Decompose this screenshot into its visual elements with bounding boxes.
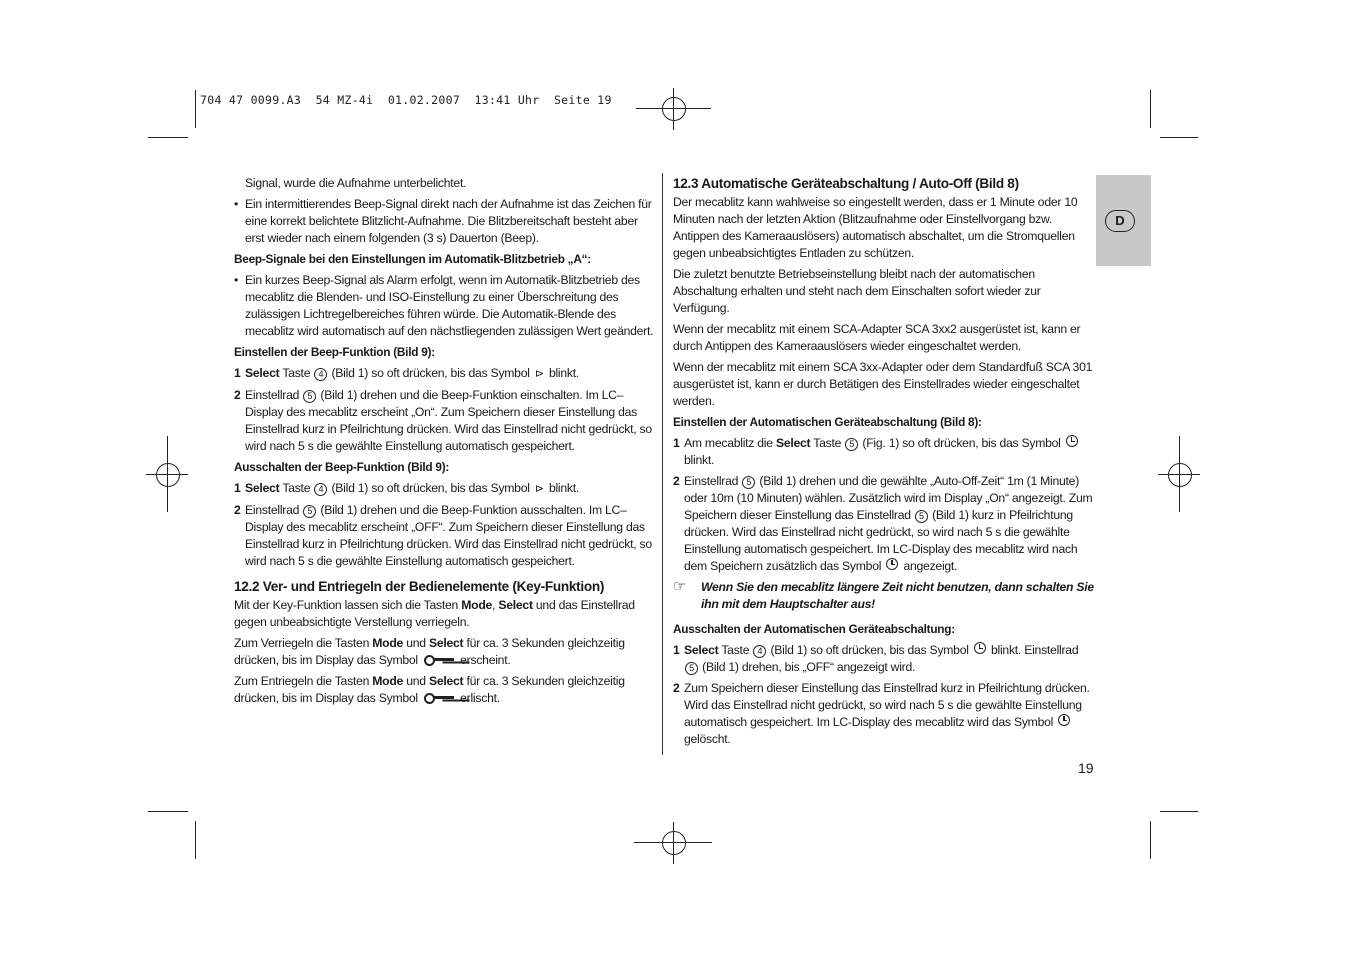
circled-number: 5 <box>303 505 316 518</box>
circled-number: 4 <box>314 483 327 496</box>
subheading-ausschalten: Ausschalten der Beep-Funktion (Bild 9): <box>234 460 450 474</box>
crop-mark <box>1160 137 1198 138</box>
subheading-einstellen: Einstellen der Automatischen Geräteabschaltung (Bild 8): <box>673 415 982 429</box>
step-1: 1 Select Taste 4 (Bild 1) so oft drücken, bis das Symbol ⊳ blinkt. <box>234 480 656 498</box>
section-heading-key: 12.2 Ver- und Entriegeln der Bedienelemente (Key-Funktion) <box>234 579 605 594</box>
crop-mark <box>195 90 196 128</box>
key-icon <box>424 692 454 703</box>
crop-mark <box>148 811 188 812</box>
paragraph: Der mecablitz kann wahlweise so eingestellt werden, dass er 1 Minute oder 10 Minuten nach der letzten Aktion (Blitzaufnahme oder Einstellvorgang bzw. Antippen des Kameraauslösers) automatisch abschaltet, um die Stromquellen gegen unbeabsichtigtes Entladen zu schützen. <box>673 195 1078 260</box>
paragraph: Wenn der mecablitz mit einem SCA-Adapter SCA 3xx2 ausgerüstet ist, kann er durch Antippen des Kameraauslösers wieder eingeschaltet werden. <box>673 322 1081 353</box>
key-icon <box>424 654 454 665</box>
language-tab <box>1096 175 1151 266</box>
crop-mark <box>148 137 188 138</box>
language-tab-label: D <box>1105 210 1135 232</box>
pointing-hand-icon: ☞ <box>673 578 687 595</box>
speaker-icon: ⊳ <box>534 368 544 380</box>
column-divider <box>662 173 663 755</box>
speaker-icon: ⊳ <box>534 483 544 495</box>
bullet-item: • Ein kurzes Beep-Signal als Alarm erfolgt, wenn im Automatik-Blitzbetrieb des mecablitz die Blenden- und ISO-Einstellung zu einer Überschreitung des zulässigen Lichtregelbereiches führen würde. Die Automatik-Blende des mecablitz wird automatisch auf den nächstliegenden zulässigen Wert geändert. <box>234 272 656 340</box>
paragraph: Zum Verriegeln die Tasten Mode und Select für ca. 3 Sekunden gleichzeitig drücken, bis im Display das Symbol erscheint. <box>234 636 625 667</box>
step-1: 1 Select Taste 4 (Bild 1) so oft drücken, bis das Symbol blinkt. Einstellrad 5 (Bild 1) drehen, bis „OFF“ angezeigt wird. <box>673 643 1079 674</box>
note: ☞ Wenn Sie den mecablitz längere Zeit nicht benutzen, dann schalten Sie ihn mit dem Hauptschalter aus! <box>673 578 1094 611</box>
step-1: 1 Select Taste 4 (Bild 1) so oft drücken, bis das Symbol ⊳ blinkt. <box>234 365 656 383</box>
bullet-item: • Ein intermittierendes Beep-Signal direkt nach der Aufnahme ist das Zeichen für eine korrekt belichtete Blitzlicht-Aufnahme. Die Blitzbereitschaft besteht aber erst wieder nach einem folgenden (3 s) Dauerton (Beep). <box>234 196 656 247</box>
paragraph: Wenn der mecablitz mit einem SCA 3xx-Adapter oder dem Standardfuß SCA 301 ausgerüstet ist, kann er durch Betätigen des Einstellrades wieder eingeschaltet werden. <box>673 360 1093 408</box>
circled-number: 4 <box>753 645 766 658</box>
paragraph: Die zuletzt benutzte Betriebseinstellung bleibt nach der automatischen Abschaltung erhalten und steht nach dem Einschalten sofort wieder zur Verfügung. <box>673 267 1041 315</box>
clock-icon <box>974 642 986 654</box>
print-slug: 704 47 0099.A3 54 MZ-4i 01.02.2007 13:41 Uhr Seite 19 <box>200 93 612 107</box>
crop-mark <box>1150 90 1151 128</box>
circled-number: 5 <box>742 476 755 489</box>
section-heading-auto-off: 12.3 Automatische Geräteabschaltung / Auto-Off (Bild 8) <box>673 176 1019 191</box>
step-1: 1 Am mecablitz die Select Taste 5 (Fig. 1) so oft drücken, bis das Symbol blinkt. <box>673 435 1095 469</box>
step-2: 2 Einstellrad 5 (Bild 1) drehen und die gewählte „Auto-Off-Zeit“ 1m (1 Minute) oder 10m (10 Minuten) wählen. Zusätzlich wird im Display „On“ angezeigt. Zum Speichern dieser Einstellung das Einstellrad 5 (Bild 1) kurz in Pfeilrichtung drücken. Wird das Einstellrad nicht gedrückt, so wird nach 5 s die gewählte Einstellung automatisch gespeichert. Im LC-Display des mecablitz wird nach dem Speichern zusätzlich das Symbol angezeigt. <box>673 474 1093 573</box>
clock-icon <box>1058 714 1070 726</box>
clock-icon <box>1066 435 1078 447</box>
crop-mark <box>1160 811 1198 812</box>
subheading-beep-auto: Beep-Signale bei den Einstellungen im Automatik-Blitzbetrieb „A“: <box>234 252 591 266</box>
circled-number: 5 <box>845 438 858 451</box>
crop-mark <box>1150 821 1151 859</box>
step-2: 2 Einstellrad 5 (Bild 1) drehen und die Beep-Funktion ausschalten. Im LC–Display des mecablitz erscheint „OFF“. Zum Speichern dieser Einstellung das Einstellrad kurz in Pfeilrichtung drücken. Wird das Einstellrad nicht gedrückt, so wird nach 5 s die gewählte Einstellung automatisch gespeichert. <box>234 503 652 568</box>
paragraph: Signal, wurde die Aufnahme unterbelichtet. <box>245 176 467 190</box>
left-column <box>234 175 656 711</box>
crop-mark <box>195 821 196 859</box>
circled-number: 4 <box>314 368 327 381</box>
right-column <box>673 175 1095 752</box>
circled-number: 5 <box>685 662 698 675</box>
subheading-einstellen: Einstellen der Beep-Funktion (Bild 9): <box>234 345 435 359</box>
paragraph: Zum Entriegeln die Tasten Mode und Select für ca. 3 Sekunden gleichzeitig drücken, bis im Display das Symbol erlischt. <box>234 674 625 705</box>
step-2: 2 Einstellrad 5 (Bild 1) drehen und die Beep-Funktion einschalten. Im LC–Display des mecablitz erscheint „On“. Zum Speichern dieser Einstellung das Einstellrad kurz in Pfeilrichtung drücken. Wird das Einstellrad nicht gedrückt, so wird nach 5 s die gewählte Einstellung automatisch gespeichert. <box>234 388 652 453</box>
step-2: 2 Zum Speichern dieser Einstellung das Einstellrad kurz in Pfeilrichtung drücken. Wird das Einstellrad nicht gedrückt, so wird nach 5 s die gewählte Einstellung automatisch gespeichert. Im LC-Display des mecablitz wird das Symbol gelöscht. <box>673 681 1090 746</box>
page-number: 19 <box>1078 760 1094 776</box>
subheading-ausschalten: Ausschalten der Automatischen Geräteabschaltung: <box>673 622 955 636</box>
clock-icon <box>886 558 898 570</box>
paragraph: Mit der Key-Funktion lassen sich die Tasten Mode, Select und das Einstellrad gegen unbeabsichtigte Verstellung verriegeln. <box>234 598 635 629</box>
circled-number: 5 <box>915 510 928 523</box>
circled-number: 5 <box>303 390 316 403</box>
